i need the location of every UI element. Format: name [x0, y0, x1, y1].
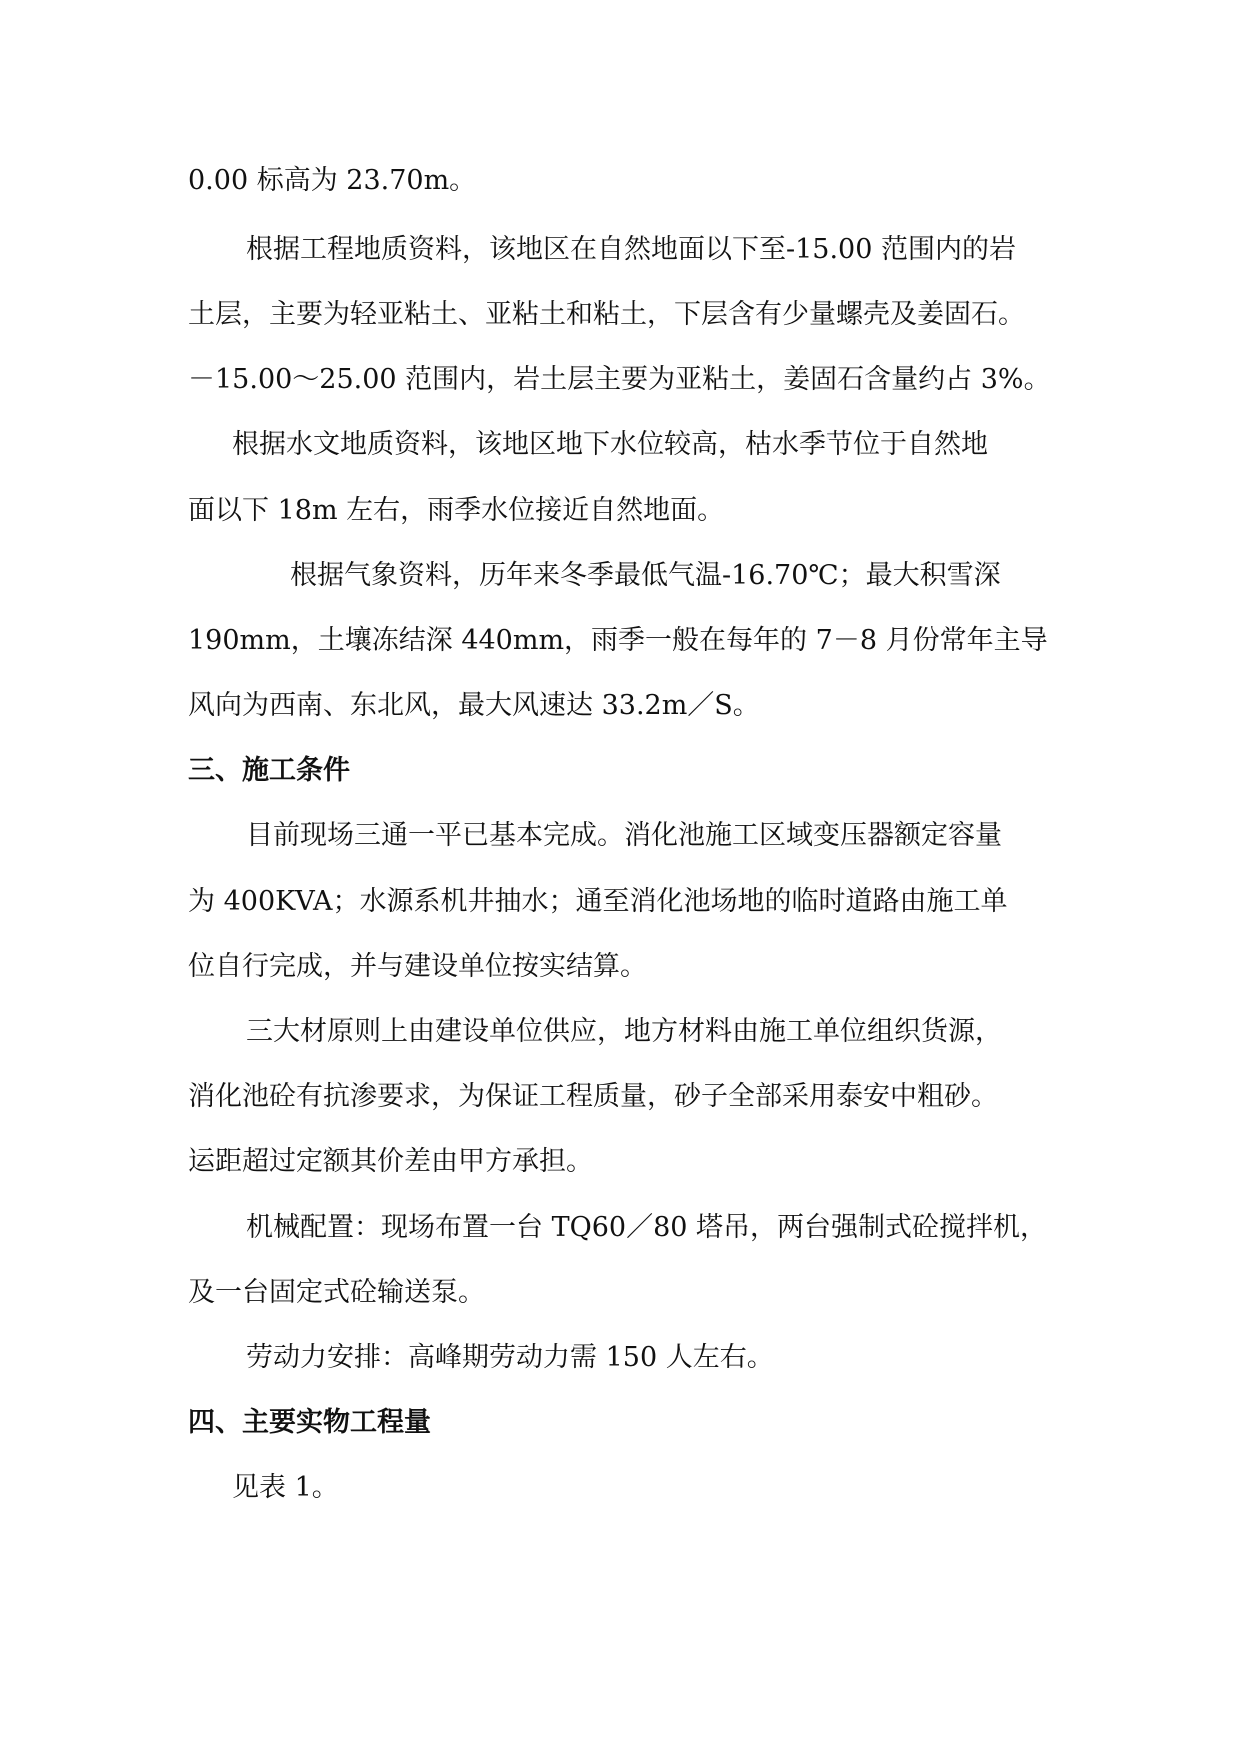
text-line: 190mm，土壤冻结深 440mm，雨季一般在每年的 7－8 月份常年主导 — [188, 625, 1048, 656]
text-line: 根据水文地质资料，该地区地下水位较高，枯水季节位于自然地 — [232, 429, 988, 460]
text-line: －15.00～25.00 范围内，岩土层主要为亚粘土，姜固石含量约占 3%。 — [188, 364, 1051, 395]
text-line: 土层，主要为轻亚粘土、亚粘土和粘土，下层含有少量螺壳及姜固石。 — [188, 299, 1025, 330]
text-line: 目前现场三通一平已基本完成。消化池施工区域变压器额定容量 — [246, 820, 1002, 851]
text-line: 根据气象资料，历年来冬季最低气温-16.70℃；最大积雪深 — [290, 560, 1001, 591]
section-heading-conditions: 三、施工条件 — [188, 755, 350, 786]
text-line: 位自行完成，并与建设单位按实结算。 — [188, 951, 647, 982]
text-line: 机械配置：现场布置一台 TQ60／80 塔吊，两台强制式砼搅拌机， — [246, 1212, 1048, 1243]
text-line: 三大材原则上由建设单位供应，地方材料由施工单位组织货源， — [246, 1016, 1002, 1047]
text-line: 劳动力安排：高峰期劳动力需 150 人左右。 — [246, 1342, 774, 1373]
text-line: 消化池砼有抗渗要求，为保证工程质量，砂子全部采用泰安中粗砂。 — [188, 1081, 998, 1112]
text-line: 运距超过定额其价差由甲方承担。 — [188, 1146, 593, 1177]
text-line: 根据工程地质资料，该地区在自然地面以下至-15.00 范围内的岩 — [246, 234, 1016, 265]
text-line: 风向为西南、东北风，最大风速达 33.2m／S。 — [188, 690, 760, 721]
text-line: 面以下 18m 左右，雨季水位接近自然地面。 — [188, 495, 725, 526]
section-heading-quantities: 四、主要实物工程量 — [188, 1407, 431, 1438]
text-line: 0.00 标高为 23.70m。 — [188, 165, 477, 196]
text-line: 及一台固定式砼输送泵。 — [188, 1277, 485, 1308]
text-line: 见表 1。 — [232, 1472, 339, 1503]
text-line: 为 400KVA；水源系机井抽水；通至消化池场地的临时道路由施工单 — [188, 886, 1008, 917]
